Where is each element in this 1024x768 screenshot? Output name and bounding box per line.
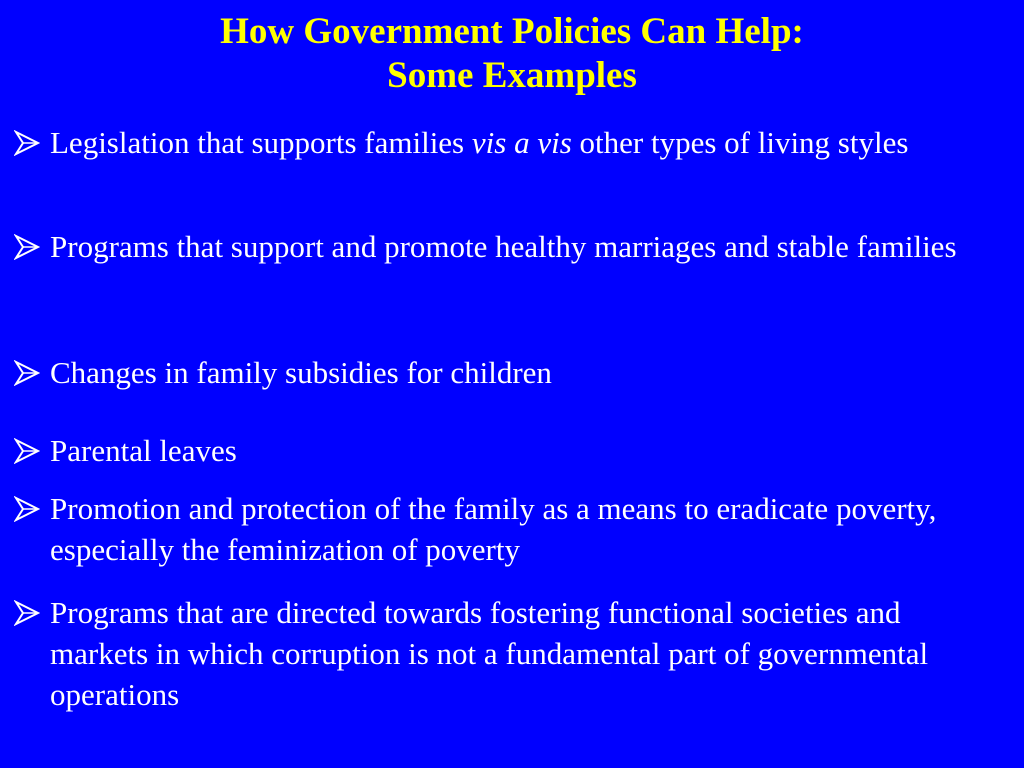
slide-title (0, 10, 1024, 98)
bullet-item (14, 352, 1004, 393)
bullet-item (14, 488, 1004, 570)
bullet-item (14, 592, 1004, 715)
arrowhead-bullet-icon (14, 430, 50, 471)
bullet-text-italic: vis a vis (471, 125, 572, 160)
arrowhead-bullet-icon (14, 226, 50, 267)
bullet-item (14, 430, 1004, 471)
arrowhead-bullet-icon (14, 122, 50, 163)
bullet-text: Programs that support and promote healthy marriages and stable families (50, 229, 957, 264)
bullet-text: Promotion and protection of the family as a means to eradicate poverty, especially the feminization of poverty (50, 491, 937, 567)
bullet-text: Changes in family subsidies for children (50, 355, 552, 390)
arrowhead-bullet-icon (14, 352, 50, 393)
bullet-item (14, 226, 1004, 267)
bullet-text: Parental leaves (50, 433, 237, 468)
slide-title-line-1: How Government Policies Can Help: (220, 11, 804, 52)
bullet-text: Legislation that supports families vis a vis other types of living styles (50, 125, 909, 160)
bullet-text: Programs that are directed towards fostering functional societies and markets in which corruption is not a fundamental part of governmental operations (50, 595, 929, 712)
arrowhead-bullet-icon (14, 592, 50, 633)
slide-title-line-2: Some Examples (387, 55, 637, 96)
arrowhead-bullet-icon (14, 488, 50, 529)
bullet-item (14, 122, 1004, 163)
